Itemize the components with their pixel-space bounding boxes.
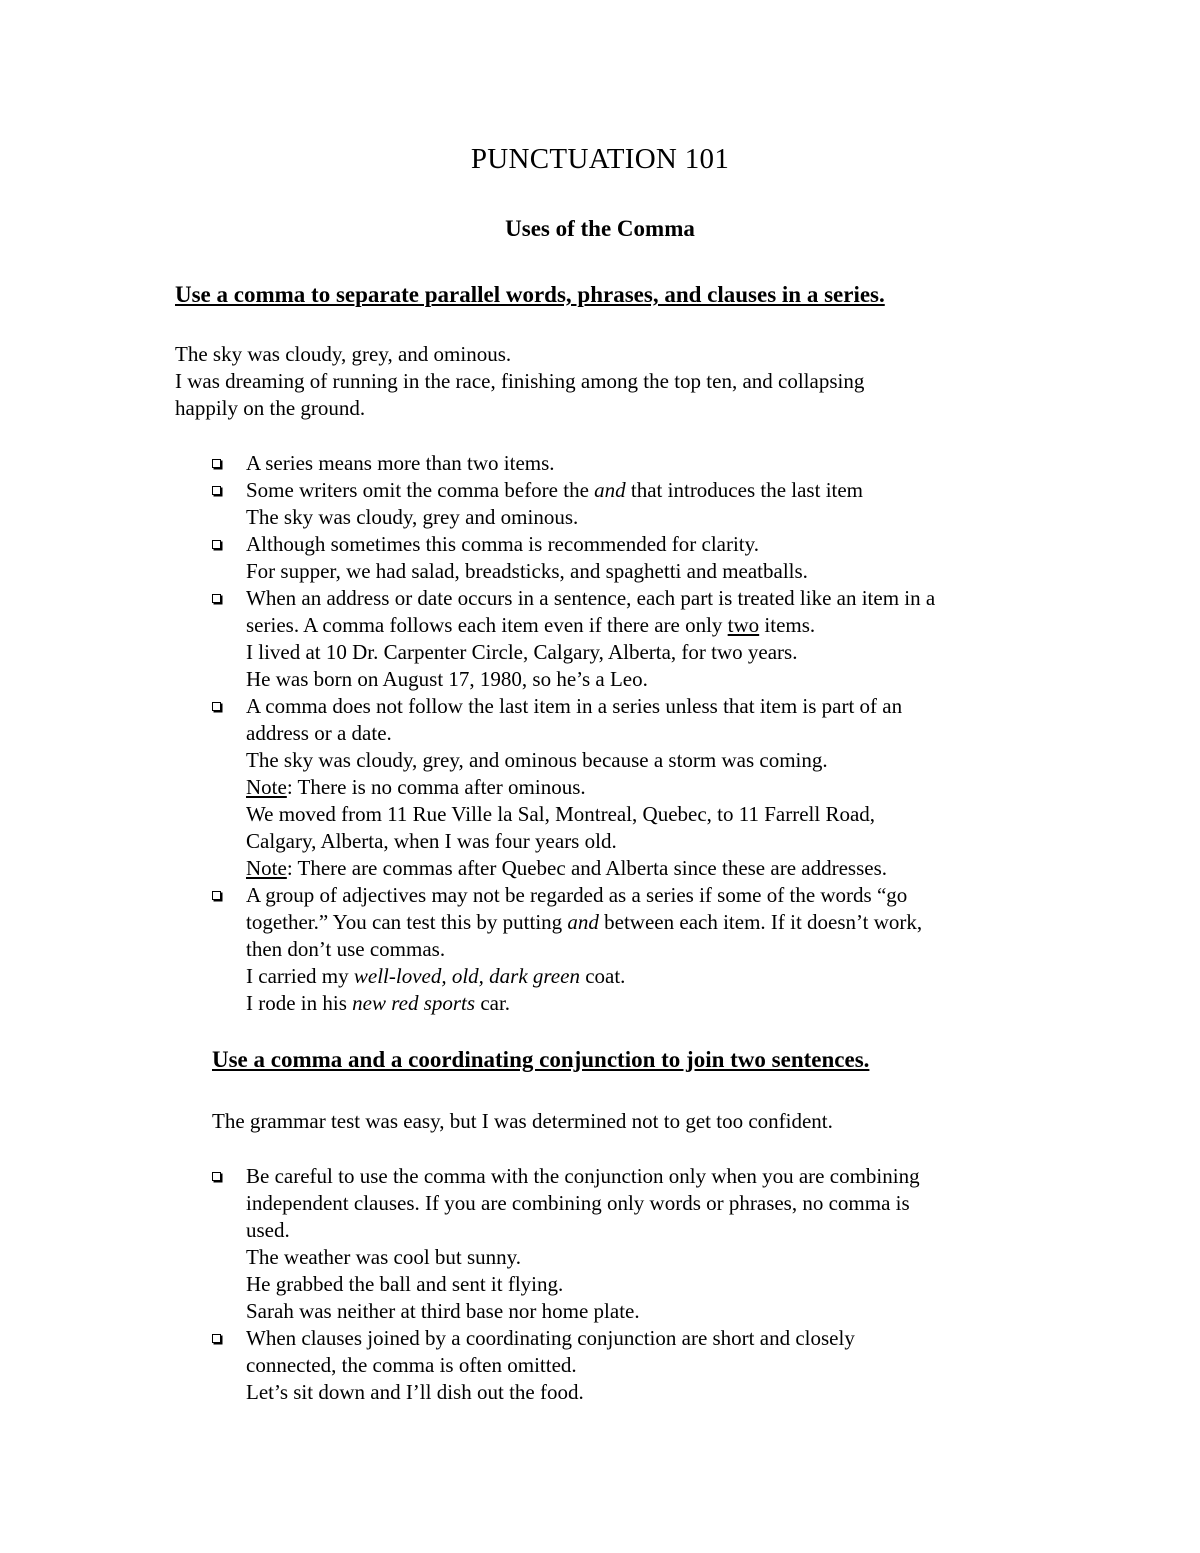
example-line: happily on the ground. <box>175 396 366 420</box>
bullet-text: then don’t use commas. <box>246 937 446 961</box>
checkbox-bullet-icon <box>212 1334 221 1343</box>
example-line: The sky was cloudy, grey and ominous. <box>246 505 579 529</box>
bullet-text: When an address or date occurs in a sentence, each part is treated like an item in a <box>246 586 936 610</box>
list-item <box>212 693 935 882</box>
bullet-text: independent clauses. If you are combining only words or phrases, no comma is <box>246 1191 910 1215</box>
text-run: items. <box>759 613 816 637</box>
checkbox-bullet-icon <box>212 891 221 900</box>
example-line: I lived at 10 Dr. Carpenter Circle, Calgary, Alberta, for two years. <box>246 640 798 664</box>
section-2-bullet-list <box>212 1163 920 1406</box>
bullet-text: Although sometimes this comma is recommended for clarity. <box>246 532 760 556</box>
text-run: : There are commas after Quebec and Alberta since these are addresses. <box>286 856 887 880</box>
bullet-text: A group of adjectives may not be regarded as a series if some of the words “go <box>246 883 908 907</box>
example-line: The sky was cloudy, grey, and ominous. <box>175 342 512 366</box>
section-1-heading: Use a comma to separate parallel words, phrases, and clauses in a series. <box>175 282 885 307</box>
checkbox-bullet-icon <box>212 540 221 549</box>
page-subtitle: Uses of the Comma <box>505 216 695 241</box>
list-item <box>212 1163 920 1325</box>
example-line: The weather was cool but sunny. <box>246 1245 522 1269</box>
text-run: coat. <box>579 964 626 988</box>
emphasis-text: new red sports <box>352 991 476 1015</box>
bullet-text: used. <box>246 1218 290 1242</box>
text-run: Some writers omit the comma before the <box>246 478 595 502</box>
list-item <box>212 450 935 477</box>
example-line: I was dreaming of running in the race, finishing among the top ten, and collapsing <box>175 369 865 393</box>
list-item <box>212 585 935 693</box>
bullet-text: connected, the comma is often omitted. <box>246 1353 577 1377</box>
text-run: : There is no comma after ominous. <box>286 775 586 799</box>
bullet-text: A series means more than two items. <box>246 451 555 475</box>
section-2-example <box>212 1108 833 1135</box>
checkbox-bullet-icon <box>212 594 221 603</box>
page-title: PUNCTUATION 101 <box>470 143 730 175</box>
text-run: series. A comma follows each item even if there are only <box>246 613 728 637</box>
text-run: I carried my <box>246 964 354 988</box>
example-line <box>246 990 935 1017</box>
section-1-examples <box>175 341 864 422</box>
text-run: that introduces the last item <box>625 478 864 502</box>
checkbox-bullet-icon <box>212 459 221 468</box>
list-item <box>212 477 935 531</box>
note-label: Note <box>246 856 287 880</box>
text-run: between each item. If it doesn’t work, <box>598 910 923 934</box>
example-line <box>246 963 935 990</box>
section-1-bullet-list <box>212 450 935 1017</box>
bullet-text: A comma does not follow the last item in a series unless that item is part of an <box>246 694 903 718</box>
example-line: Let’s sit down and I’ll dish out the food. <box>246 1380 584 1404</box>
checkbox-bullet-icon <box>212 1172 221 1181</box>
example-line: He grabbed the ball and sent it flying. <box>246 1272 564 1296</box>
example-line: The sky was cloudy, grey, and ominous because a storm was coming. <box>246 748 828 772</box>
text-run: together.” You can test this by putting <box>246 910 568 934</box>
example-line: The grammar test was easy, but I was determined not to get too confident. <box>212 1109 833 1133</box>
note-line <box>246 855 935 882</box>
bullet-text: Be careful to use the comma with the conjunction only when you are combining <box>246 1164 920 1188</box>
underlined-text: two <box>727 613 760 637</box>
section-2-heading: Use a comma and a coordinating conjunction to join two sentences. <box>212 1047 870 1072</box>
checkbox-bullet-icon <box>212 702 221 711</box>
note-line <box>246 774 935 801</box>
example-line: Calgary, Alberta, when I was four years old. <box>246 829 617 853</box>
bullet-text: address or a date. <box>246 721 392 745</box>
emphasis-text: well-loved, old, dark green <box>353 964 580 988</box>
emphasis-text: and <box>567 910 599 934</box>
checkbox-bullet-icon <box>212 486 221 495</box>
list-item <box>212 882 935 1017</box>
example-line: He was born on August 17, 1980, so he’s a Leo. <box>246 667 648 691</box>
text-run: I rode in his <box>246 991 353 1015</box>
list-item <box>212 1325 920 1406</box>
bullet-text <box>246 909 935 936</box>
text-run: car. <box>475 991 511 1015</box>
list-item <box>212 531 935 585</box>
example-line: Sarah was neither at third base nor home plate. <box>246 1299 640 1323</box>
example-line: We moved from 11 Rue Ville la Sal, Montreal, Quebec, to 11 Farrell Road, <box>246 802 876 826</box>
example-line: For supper, we had salad, breadsticks, and spaghetti and meatballs. <box>246 559 808 583</box>
bullet-text <box>246 612 935 639</box>
note-label: Note <box>246 775 287 799</box>
emphasis-text: and <box>594 478 626 502</box>
bullet-text <box>246 477 935 504</box>
bullet-text: When clauses joined by a coordinating conjunction are short and closely <box>246 1326 855 1350</box>
